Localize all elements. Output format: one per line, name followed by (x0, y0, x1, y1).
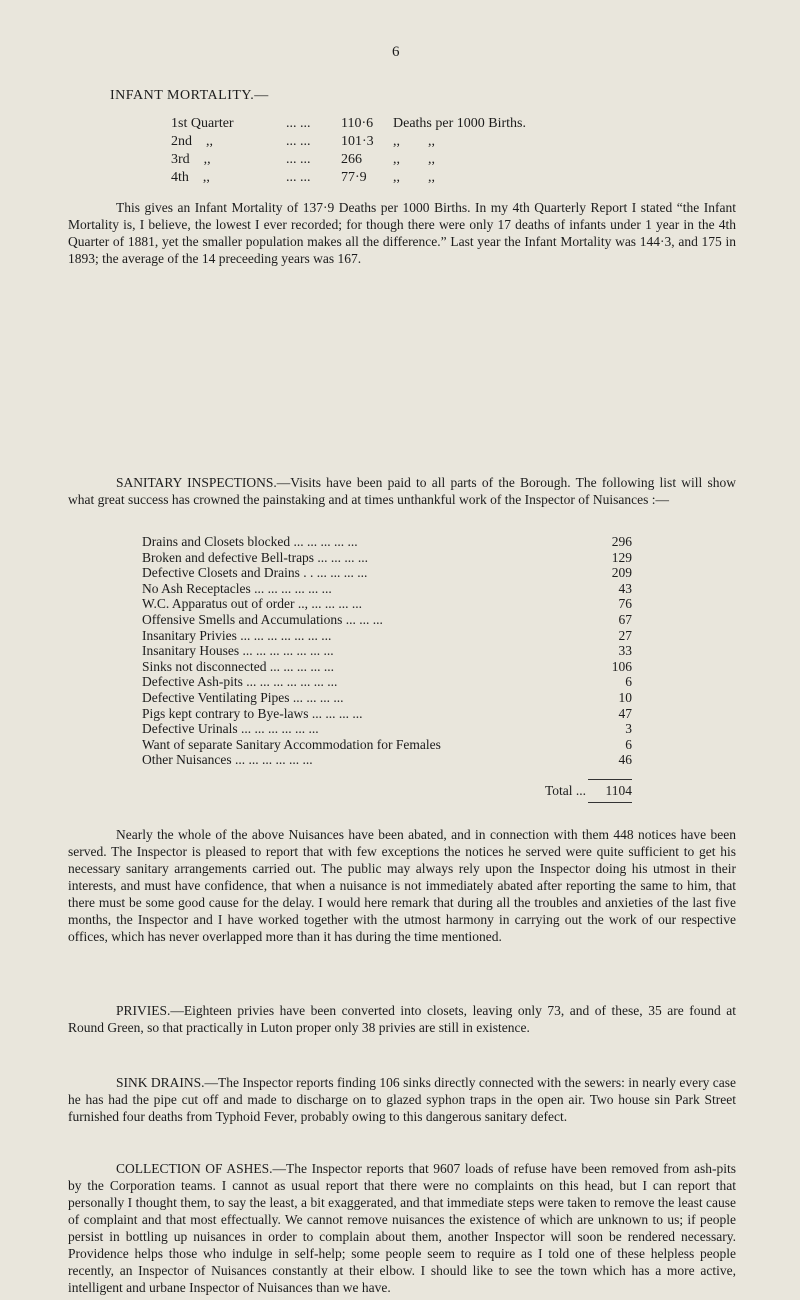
nuisance-label: Pigs kept contrary to Bye-laws ... ... ... ... (142, 705, 363, 721)
quarter-unit: ,, ,, (393, 152, 435, 167)
infant-mortality-paragraph: This gives an Infant Mortality of 137·9 Deaths per 1000 Births. In my 4th Quarterly Report I stated “the Infant Mortality is, I believe, the lowest I ever recorded; for though there were only 17 deaths of infants under 1 year in the 4th Quarter of 1881, yet the smaller population makes all the difference.” Last year the Infant Mortality was 144·3, and 175 in 1893; the average of the 14 preceeding years was 167. (68, 200, 736, 266)
table-row (142, 581, 632, 597)
nuisance-label: Insanitary Houses ... ... ... ... ... ... ... (142, 643, 334, 659)
table-row (142, 752, 632, 768)
nuisance-count: 67 (618, 611, 632, 627)
nuisance-label: Want of separate Sanitary Accommodation for Females (142, 736, 441, 752)
nuisance-label: Drains and Closets blocked ... ... ... ... ... (142, 534, 358, 549)
nuisance-label: W.C. Apparatus out of order .., ... ... ... ... (142, 596, 362, 612)
nuisance-count: 106 (611, 658, 632, 674)
nuisance-count: 33 (618, 643, 632, 659)
quarter-label: 4th ,, (171, 170, 210, 185)
nuisance-count: 43 (618, 580, 632, 596)
total-divider (588, 779, 632, 780)
nuisance-label: Other Nuisances ... ... ... ... ... ... (142, 752, 313, 768)
quarter-label: 2nd ,, (171, 134, 213, 149)
nuisance-count: 3 (625, 721, 632, 737)
quarter-value: 266 (341, 152, 362, 167)
total-underline (588, 802, 632, 803)
nuisance-label: Insanitary Privies ... ... ... ... ... ... ... (142, 627, 332, 643)
nuisance-label: Defective Ash-pits ... ... ... ... ... ... ... (142, 674, 338, 690)
quarter-value: 110·6 (341, 116, 374, 131)
leader-dots: ... ... (286, 170, 311, 185)
quarter-unit: ,, ,, (393, 134, 435, 149)
table-row (142, 534, 632, 550)
quarter-label: 1st Quarter (171, 116, 234, 131)
quarter-value: 77·9 (341, 170, 367, 185)
collection-of-ashes-paragraph: COLLECTION OF ASHES.—The Inspector reports that 9607 loads of refuse have been removed from ash-pits by the Corporation teams. I cannot as usual report that there were no complaints on this head, but I can report that personally I thought them, to say the least, a bit exaggerated, and that immediate steps were taken to remove the least cause of complaint and that most effectually. We cannot remove nuisances the existence of which are unknown to us; if people persist in bottling up nuisances in order to complain about them, another Inspector will soon be rendered necessary. Providence helps those who indulge in self-help; some people seem to require as I told one of these helpless people recently, an Inspector of Nuisances constantly at their elbow. I should like to see the town which has a more active, intelligent and urbane Inspector of Nuisances than we have. (68, 1161, 736, 1295)
nuisance-label: Sinks not disconnected ... ... ... ... ... (142, 658, 334, 674)
nuisances-abated-paragraph: Nearly the whole of the above Nuisances have been abated, and in connection with them 448 notices have been served. The Inspector is pleased to report that with few exceptions the notices he served were quite sufficient to get his necessary sanitary arrangements carried out. The public may always rely upon the Inspector doing his utmost in their interests, and must have confidence, that when a nuisance is not immediately abated after reporting the same to him, that there must be some good cause for the delay. I would here remark that during all the troubles and anxieties of the last five months, the Inspector and I have worked together with the utmost harmony in carrying out the work of our respective offices, which has never overlapped more than it has during the time mentioned. (68, 827, 736, 944)
total-label: Total ... (544, 783, 586, 798)
nuisance-label: Defective Urinals ... ... ... ... ... ... (142, 721, 319, 737)
page-number: 6 (392, 44, 400, 60)
nuisance-count: 47 (618, 705, 632, 721)
quarter-label: 3rd ,, (171, 152, 211, 167)
sanitary-inspections-paragraph: SANITARY INSPECTIONS.—Visits have been paid to all parts of the Borough. The following list will show what great success has crowned the painstaking and at times unthankful work of the Inspector of Nuisances :— (68, 475, 736, 507)
table-row (171, 133, 526, 151)
table-row (142, 659, 632, 675)
nuisance-label: Offensive Smells and Accumulations ... ... ... (142, 611, 383, 627)
quarter-unit: ,, ,, (393, 170, 435, 185)
infant-mortality-heading: INFANT MORTALITY.— (110, 88, 269, 103)
table-row (171, 169, 526, 187)
table-row (171, 151, 526, 169)
nuisance-count: 10 (618, 689, 632, 705)
total-row (142, 783, 632, 799)
privies-paragraph: PRIVIES.—Eighteen privies have been converted into closets, leaving only 73, and of these, 35 are found at Round Green, so that practically in Luton proper only 38 privies are still in existence. (68, 1003, 736, 1035)
nuisance-label: Broken and defective Bell-traps ... ... ... ... (142, 549, 369, 565)
table-row (142, 596, 632, 612)
nuisance-label: Defective Closets and Drains . . ... ... ... ... (142, 565, 368, 581)
table-row (171, 115, 526, 133)
table-row (142, 690, 632, 706)
nuisance-count: 6 (625, 736, 632, 752)
nuisance-count: 27 (618, 627, 632, 643)
nuisance-count: 76 (618, 596, 632, 612)
table-row (142, 721, 632, 737)
nuisances-table (142, 534, 632, 768)
sink-drains-paragraph: SINK DRAINS.—The Inspector reports finding 106 sinks directly connected with the sewers: in nearly every case he has had the pipe cut off and made to discharge on to glazed syphon traps in the open air. Two house sin Park Street furnished four deaths from Typhoid Fever, probably owing to this dangerous sanitary defect. (68, 1075, 736, 1124)
table-row (142, 550, 632, 566)
quarter-value: 101·3 (341, 134, 374, 149)
leader-dots: ... ... (286, 134, 311, 149)
leader-dots: ... ... (286, 116, 311, 131)
quarter-unit: Deaths per 1000 Births. (393, 116, 526, 131)
table-row (142, 628, 632, 644)
table-row (142, 706, 632, 722)
nuisance-count: 296 (611, 534, 632, 549)
nuisance-count: 6 (625, 674, 632, 690)
nuisance-label: No Ash Receptacles ... ... ... ... ... ... (142, 580, 332, 596)
table-row (142, 737, 632, 753)
nuisance-label: Defective Ventilating Pipes ... ... ... ... (142, 689, 344, 705)
table-row (142, 674, 632, 690)
table-row (142, 612, 632, 628)
table-row (142, 643, 632, 659)
nuisance-count: 46 (618, 752, 632, 768)
nuisance-count: 129 (611, 549, 632, 565)
nuisance-count: 209 (611, 565, 632, 581)
table-row (142, 565, 632, 581)
total-value: 1104 (605, 783, 632, 798)
quarterly-mortality-table (171, 115, 526, 187)
leader-dots: ... ... (286, 152, 311, 167)
